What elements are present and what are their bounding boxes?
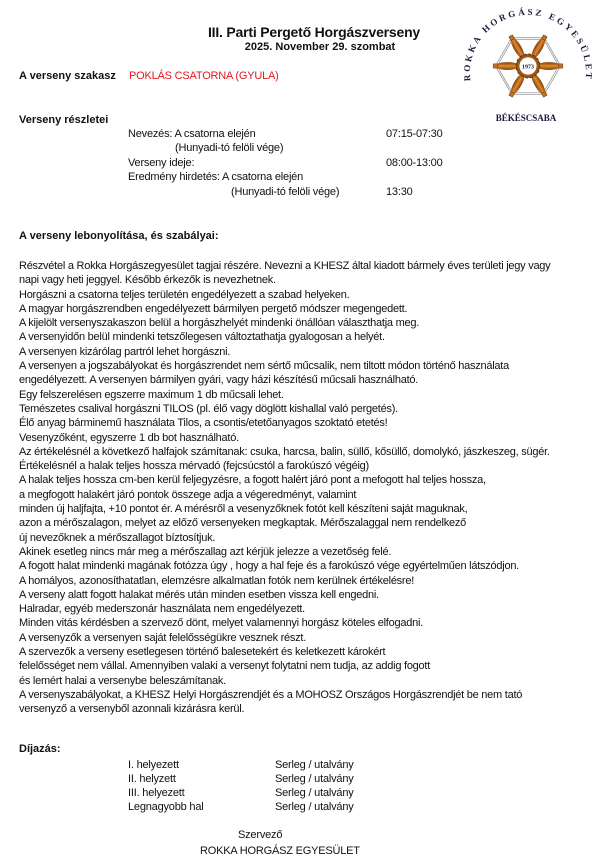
rule-line: A halak teljes hossza cm-ben kerül feljegyzésre, a fogott halért járó pont a mefogott hal teljes hossza, [19,474,486,487]
rule-line: Egy felszerelésen egszerre maximum 1 db műcsali lehet. [19,388,284,401]
prize-place: II. helyzett [128,773,176,785]
prize-place: Legnagyobb hal [128,801,204,813]
detail-time: 07:15-07:30 [386,128,443,140]
rule-line: a megfogott halakért járó pontok összege adja a végeredményt, valamint [19,488,357,501]
rule-line: A homályos, azonosíthatatlan, elemzésre alkalmatlan fotók nem kerülnek értékelésre! [19,574,415,587]
rule-line: Temészetes csalival horgászni TILOS (pl. élő vagy döglött kishallal való pergetés). [19,402,398,415]
rule-line: új nevezőknek a mérőszallagot bíztosítjuk. [19,531,216,544]
detail-text: (Hunyadi-tó felöli vége) [175,142,284,154]
rule-line: A verseny alatt fogott halakat mérés után minden esetben vissza kell engedni. [19,588,379,601]
rule-line: A versenyidőn belül mindenki tetszőlegesen változtathatja gyalogosan a helyét. [19,331,385,344]
detail-text: Eredmény hirdetés: A csatorna elején [128,171,304,183]
detail-text: (Hunyadi-tó felöli vége) [231,186,340,198]
rule-line: versenyző a versenyből azonnali kizárásra kerül. [19,703,245,716]
rule-line: Értékelésnél a halak teljes hossza mérvadó (fejcsúcstól a farokúszó végéig) [19,460,369,473]
prize-place: I. helyezett [128,759,179,771]
rule-line: Horgászni a csatorna teljes területén engedélyezett a szabad helyeken. [19,288,350,301]
rule-line: minden új haljfajta, +10 pontot ér. A mérésről a vesenyzőknek fotót kell készíteni saját maguknak, [19,503,468,516]
detail-text: Verseny ideje: [128,157,195,169]
logo-ring-textpath: ROKKA HORGÁSZ EGYESÜLET [461,6,595,82]
rule-line: Élő anyag bárminemű használata Tilos, a csontis/etetőanyagos szoktató etetés! [19,417,388,430]
prize-value: Serleg / utalvány [275,787,354,799]
section-value: POKLÁS CSATORNA (GYULA) [129,70,279,82]
logo-city: BÉKÉSCSABA [495,113,557,123]
rule-line: felelősséget nem vállal. Amennyiben valaki a versenyt folytatni nem tudja, az addig fogott [19,660,431,673]
rules-list [19,259,550,717]
rule-line: A versenyzők a versenyen saját felelősségükre vesznek részt. [19,631,307,644]
rule-line: A versenyszabályokat, a KHESZ Helyi Horgászrendjét és a MOHOSZ Országos Horgászrendjét be nem tató [19,688,523,701]
rule-line: A kijelölt versenyszakaszon belül a horgászhelyét mindenki önállóan választhatja meg. [19,317,420,330]
rule-line: Vesenyzőként, egyszerre 1 db bot használható. [19,431,239,444]
rule-line: A szervezők a verseny esetlegesen történő balesetekért és keletkezett károkért [19,646,386,659]
prize-value: Serleg / utalvány [275,801,354,813]
rule-line: Részvétel a Rokka Horgászegyesület tagjai részére. Nevezni a KHESZ által kiadott bármely éves területi jegy vagy [19,260,551,272]
organizer-label: Szervező [238,829,283,841]
rule-line: Az értékelésnél a következő halfajok számítanak: csuka, harcsa, balin, süllő, kősüllő, domolykó, jászkeszeg, sügér. [19,445,550,458]
rule-line: engedélyezett. A versenyen bármilyen gyári, vagy házi készítésű műcsali használható. [19,374,419,387]
rule-line: A versenyen a jogszabályokat és horgászrendet nem sértő műcsalik, nem tiltott módon történő használata [19,360,509,373]
prize-value: Serleg / utalvány [275,773,354,785]
detail-time: 13:30 [386,186,413,198]
logo-year: 1973 [521,64,535,71]
details-heading: Verseny részletei [19,114,109,126]
prize-value: Serleg / utalvány [275,759,354,771]
rule-line: Halradar, egyéb mederszonár használata nem engedélyezett. [19,603,305,616]
section-label: A verseny szakasz [19,70,116,82]
rule-line: Minden vitás kérdésben a szervező dönt, melyet valamennyi horgász köteles elfogadni. [19,617,423,630]
rule-line: A fogott halat mindenki magának fotózza úgy , hogy a hal feje és a farokúszó vége egyértelműen látszódjon. [19,560,519,573]
rules-heading: A verseny lebonyolítása, és szabályai: [19,230,219,242]
rule-line: A magyar horgászrendben engedélyezett bármilyen pergető módszer megengedett. [19,302,408,315]
rule-line: napi vagy heti jeggyel. Később érkezők is nevezhetnek. [19,274,276,287]
page-date: 2025. November 29. szombat [244,41,396,53]
detail-time: 08:00-13:00 [386,157,443,169]
rule-line: A versenyen kizárólag partról lehet horgászni. [19,345,231,358]
rule-line: Akinek esetleg nincs már meg a mérőszallag azt kérjük jelezze a vezetőség felé. [19,545,392,558]
detail-text: Nevezés: A csatorna elején [128,128,256,140]
rule-line: azon a mérőszalagon, melyet az előző versenyeken megkaptak. Mérőszalaggal nem rendelkező [19,517,466,530]
page-title: III. Parti Pergető Horgászverseny [207,24,421,40]
club-logo [458,4,598,116]
organizer-name: ROKKA HORGÁSZ EGYESÜLET [200,845,360,857]
prize-place: III. helyezett [128,787,185,799]
prizes-heading: Díjazás: [19,743,61,755]
rule-line: és lemért halai a versenybe beleszámítanak. [19,674,226,687]
logo-artwork [487,24,569,109]
